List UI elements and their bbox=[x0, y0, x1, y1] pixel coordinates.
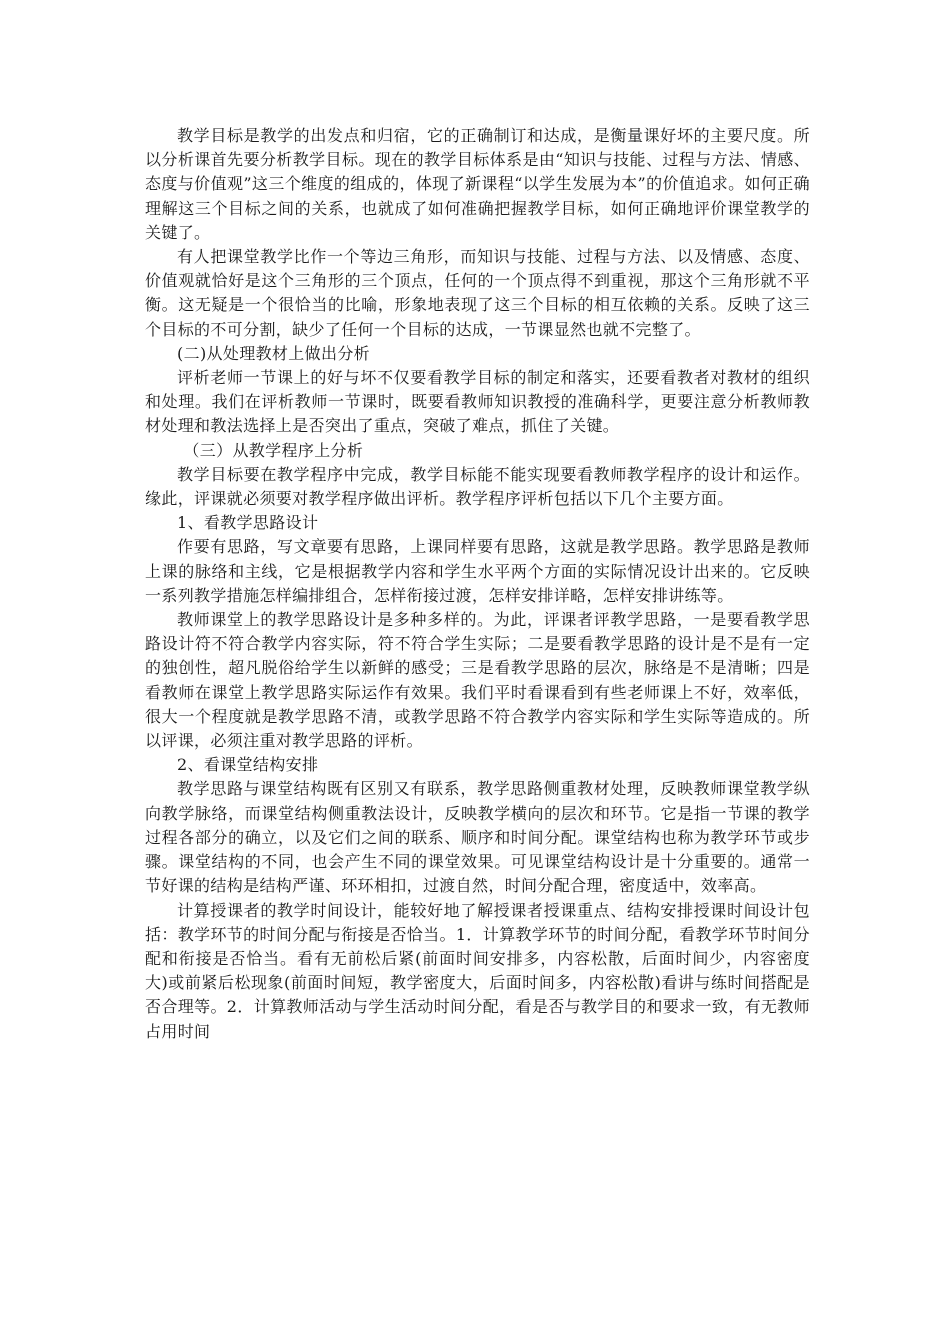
paragraph-evaluating-ideas: 教师课堂上的教学思路设计是多种多样的。为此，评课者评教学思路，一是要看教学思路设计符不符合教学内容实际，符不符合学生实际；二是要看教学思路的设计是不是有一定的独创性，超凡脱俗给学生以新鲜的感受；三是看教学思路的层次，脉络是不是清晰；四是看教师在课堂上教学思路实际运作有效果。我们平时看课看到有些老师课上不好，效率低，很大一个程度就是教学思路不清，或教学思路不符合教学内容实际和学生实际等造成的。所以评课，必须注重对教学思路的评析。 bbox=[145, 610, 810, 751]
paragraph-teaching-ideas: 作要有思路，写文章要有思路，上课同样要有思路，这就是教学思路。教学思路是教师上课的脉络和主线，它是根据教学内容和学生水平两个方面的实际情况设计出来的。它反映一系列教学措施怎样编排组合，怎样衔接过渡，怎样安排详略，怎样安排讲练等。 bbox=[145, 537, 810, 605]
paragraph-teaching-goals: 教学目标是教学的出发点和归宿，它的正确制订和达成，是衡量课好坏的主要尺度。所以分析课首先要分析教学目标。现在的教学目标体系是由“知识与技能、过程与方法、情感、态度与价值观”这三个维度的组成的，体现了新课程“以学生发展为本”的价值追求。如何正确理解这三个目标之间的关系，也就成了如何准确把握教学目标，如何正确地评价课堂教学的关键了。 bbox=[145, 126, 810, 242]
paragraph-procedure-intro: 教学目标要在教学程序中完成，教学目标能不能实现要看教师教学程序的设计和运作。缘此，评课就必须要对教学程序做出评析。教学程序评析包括以下几个主要方面。 bbox=[145, 464, 810, 509]
section-heading-procedure: （三）从教学程序上分析 bbox=[183, 440, 364, 460]
paragraph-triangle-analogy: 有人把课堂教学比作一个等边三角形，而知识与技能、过程与方法、以及情感、态度、价值观就恰好是这个三角形的三个顶点，任何的一个顶点得不到重视，那这个三角形就不平衡。这无疑是一个很恰当的比喻，形象地表现了这三个目标的相互依赖的关系。反映了这三个目标的不可分割，缺少了任何一个目标的达成，一节课显然也就不完整了。 bbox=[145, 247, 810, 339]
subheading-class-structure: 2、看课堂结构安排 bbox=[177, 755, 319, 775]
subheading-teaching-ideas: 1、看教学思路设计 bbox=[177, 513, 319, 533]
section-heading-textbook: (二)从处理教材上做出分析 bbox=[177, 343, 371, 363]
paragraph-textbook-analysis: 评析老师一节课上的好与坏不仅要看教学目标的制定和落实，还要看教者对教材的组织和处理。我们在评析教师一节课时，既要看教师知识教授的准确科学，更要注意分析教师教材处理和教法选择上是否突出了重点，突破了难点，抓住了关键。 bbox=[145, 368, 810, 436]
document-body bbox=[145, 124, 810, 1044]
paragraph-time-design: 计算授课者的教学时间设计，能较好地了解授课者授课重点、结构安排授课时间设计包括：教学环节的时间分配与衔接是否恰当。1．计算教学环节的时间分配，看教学环节时间分配和衔接是否恰当。看有无前松后紧(前面时间安排多，内容松散，后面时间少，内容密度大)或前紧后松现象(前面时间短，教学密度大，后面时间多，内容松散)看讲与练时间搭配是否合理等。2．计算教师活动与学生活动时间分配，看是否与教学目的和要求一致，有无教师占用时间 bbox=[145, 900, 810, 1041]
paragraph-class-structure: 教学思路与课堂结构既有区别又有联系，教学思路侧重教材处理，反映教师课堂教学纵向教学脉络，而课堂结构侧重教法设计，反映教学横向的层次和环节。它是指一节课的教学过程各部分的确立，以及它们之间的联系、顺序和时间分配。课堂结构也称为教学环节或步骤。课堂结构的不同，也会产生不同的课堂效果。可见课堂结构设计是十分重要的。通常一节好课的结构是结构严谨、环环相扣，过渡自然，时间分配合理，密度适中，效率高。 bbox=[145, 779, 810, 896]
